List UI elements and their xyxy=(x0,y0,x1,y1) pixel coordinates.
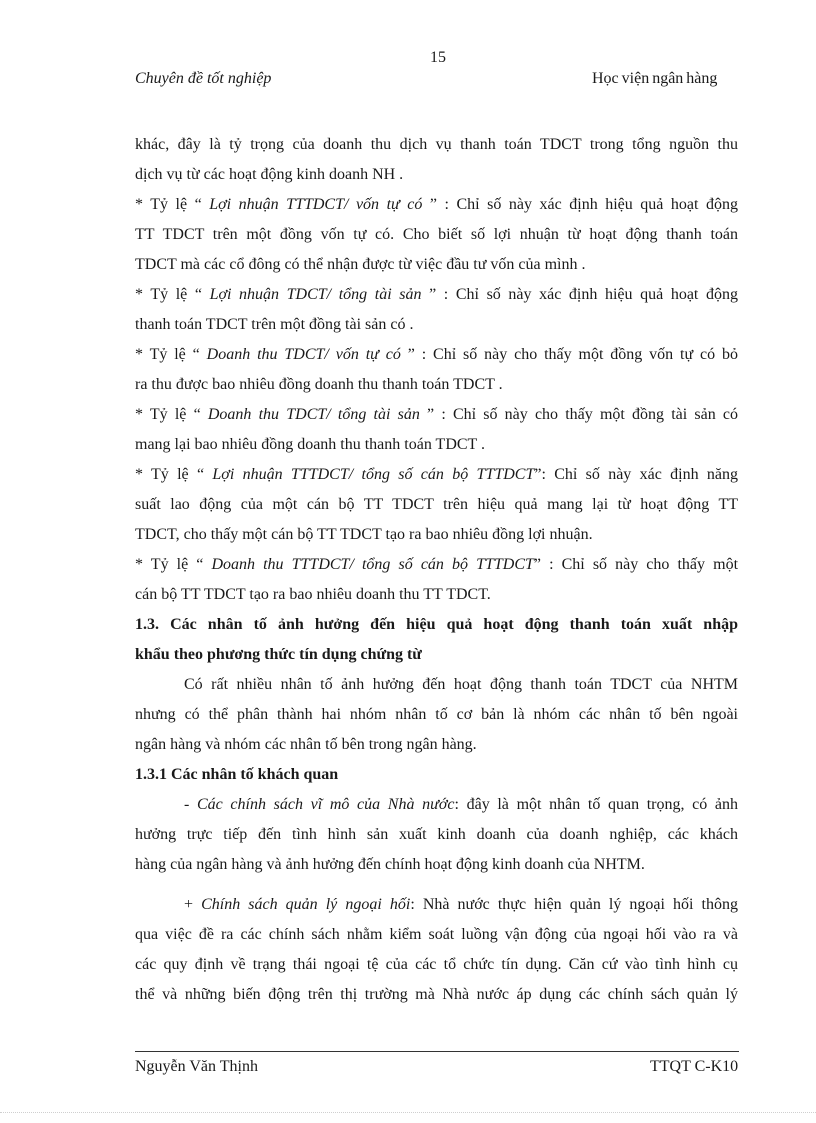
body-line: qua việc đề ra các chính sách nhằm kiểm soát luồng vận động của ngoại hối vào ra và xyxy=(135,926,738,943)
body-line: TDCT mà các cổ đông có thể nhận được từ việc đầu tư vốn của mình . xyxy=(135,256,586,273)
body-line: mang lại bao nhiêu đồng doanh thu thanh toán TDCT . xyxy=(135,436,486,453)
paragraph-first-line: - Các chính sách vĩ mô của Nhà nước: đây là một nhân tố quan trọng, có ảnh xyxy=(184,796,739,813)
ratio-name: Lợi nhuận TTTDCT/ tổng số cán bộ TTTDCT xyxy=(212,466,535,483)
body-line: cán bộ TT TDCT tạo ra bao nhiêu doanh thu TT TDCT. xyxy=(135,586,491,603)
subsection-heading: 1.3.1 Các nhân tố khách quan xyxy=(135,766,339,783)
ratio-name: Lợi nhuận TDCT/ tổng tài sản xyxy=(209,286,422,303)
policy-name: Chính sách quản lý ngoại hối xyxy=(201,896,411,913)
body-line: ra thu được bao nhiêu đồng doanh thu thanh toán TDCT . xyxy=(135,376,503,393)
header-institution: Học viện ngân hàng xyxy=(592,70,718,87)
ratio-item: * Tỷ lệ “ Lợi nhuận TTTDCT/ tổng số cán bộ TTTDCT”: Chỉ số này xác định năng xyxy=(135,466,738,483)
policy-name: Các chính sách vĩ mô của Nhà nước xyxy=(197,796,455,813)
body-line: các quy định về trạng thái ngoại tệ của các tổ chức tín dụng. Căn cứ vào tình hình cụ xyxy=(135,956,738,973)
ratio-item: * Tỷ lệ “ Doanh thu TDCT/ tổng tài sản ” : Chỉ số này cho thấy một đồng tài sản có xyxy=(135,406,739,423)
body-line: TT TDCT trên một đồng vốn tự có. Cho biết số lợi nhuận từ hoạt động thanh toán xyxy=(135,226,738,243)
paragraph-first-line: Có rất nhiều nhân tố ảnh hưởng đến hoạt động thanh toán TDCT của NHTM xyxy=(184,676,738,693)
section-heading: khẩu theo phương thức tín dụng chứng từ xyxy=(135,646,422,663)
body-line: hưởng trực tiếp đến tình hình sản xuất kinh doanh của doanh nghiệp, các khách xyxy=(135,826,738,843)
footer-divider xyxy=(135,1051,739,1052)
ratio-name: Doanh thu TDCT/ vốn tự có xyxy=(206,346,401,363)
section-heading: 1.3. Các nhân tố ảnh hưởng đến hiệu quả hoạt động thanh toán xuất nhập xyxy=(135,616,738,633)
footer-class-code: TTQT C-K10 xyxy=(650,1058,739,1075)
ratio-item: * Tỷ lệ “ Lợi nhuận TTTDCT/ vốn tự có ” : Chỉ số này xác định hiệu quả hoạt động xyxy=(135,196,738,213)
ratio-name: Doanh thu TTTDCT/ tổng số cán bộ TTTDCT xyxy=(211,556,534,573)
paragraph-first-line: + Chính sách quản lý ngoại hối: Nhà nước thực hiện quản lý ngoại hối thông xyxy=(184,896,738,913)
ratio-item: * Tỷ lệ “ Lợi nhuận TDCT/ tổng tài sản ” : Chỉ số này xác định hiệu quả hoạt động xyxy=(135,286,738,303)
body-line: khác, đây là tỷ trọng của doanh thu dịch vụ thanh toán TDCT trong tổng nguồn thu xyxy=(135,136,738,153)
body-line: nhưng có thể phân thành hai nhóm nhân tố cơ bản là nhóm các nhân tố bên ngoài xyxy=(135,706,738,723)
header-document-type: Chuyên đề tốt nghiệp xyxy=(135,70,272,87)
body-line: hàng của ngân hàng và ảnh hưởng đến chính hoạt động kinh doanh của NHTM. xyxy=(135,856,645,873)
body-line: dịch vụ từ các hoạt động kinh doanh NH . xyxy=(135,166,404,183)
ratio-name: Lợi nhuận TTTDCT/ vốn tự có xyxy=(209,196,423,213)
page-bottom-edge xyxy=(0,1112,816,1113)
page-number: 15 xyxy=(430,49,446,66)
document-body xyxy=(135,130,738,1010)
body-line: TDCT, cho thấy một cán bộ TT TDCT tạo ra bao nhiêu đồng lợi nhuận. xyxy=(135,526,593,543)
ratio-name: Doanh thu TDCT/ tổng tài sản xyxy=(207,406,420,423)
ratio-item: * Tỷ lệ “ Doanh thu TDCT/ vốn tự có ” : Chỉ số này cho thấy một đồng vốn tự có bỏ xyxy=(135,346,739,363)
body-line: thanh toán TDCT trên một đồng tài sản có . xyxy=(135,316,414,333)
footer-author: Nguyễn Văn Thịnh xyxy=(135,1058,258,1075)
body-line: thể và những biến động trên thị trường mà Nhà nước áp dụng các chính sách quản lý xyxy=(135,986,738,1003)
body-line: suất lao động của một cán bộ TT TDCT trên hiệu quả mang lại từ hoạt động TT xyxy=(135,496,738,513)
ratio-item: * Tỷ lệ “ Doanh thu TTTDCT/ tổng số cán bộ TTTDCT” : Chỉ số này cho thấy một xyxy=(135,556,739,573)
body-line: ngân hàng và nhóm các nhân tố bên trong ngân hàng. xyxy=(135,736,477,753)
